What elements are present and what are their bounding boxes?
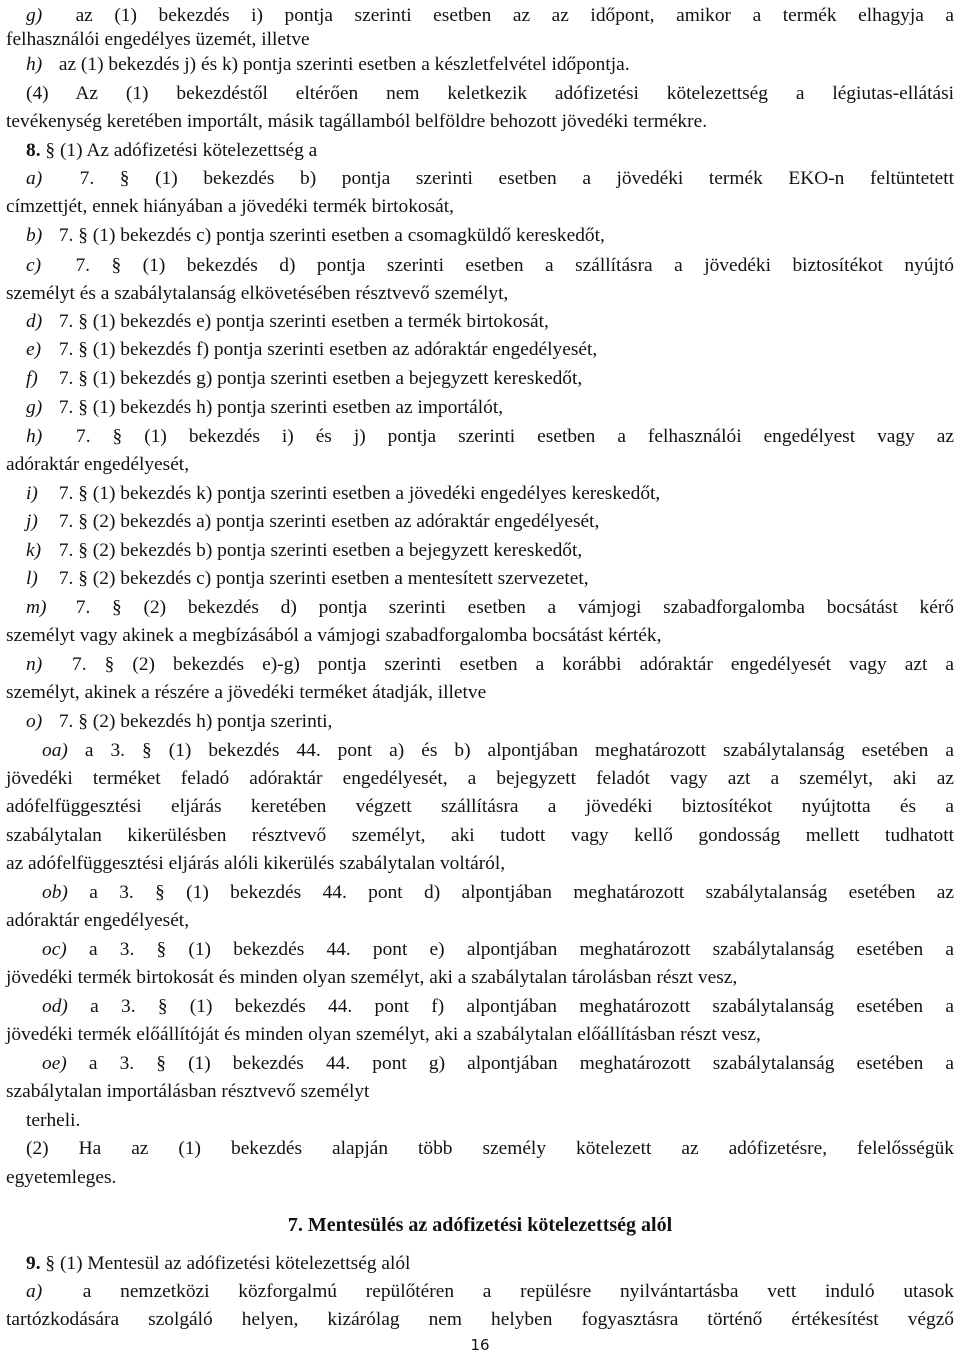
text-line: az adófelfüggesztési eljárás alóli kikerülés szabálytalan voltáról,: [6, 853, 506, 874]
text-line: adófelfüggesztési eljárás keretében végzett szállításra a jövedéki biztosítékot nyújtotta és a: [6, 796, 954, 817]
text-line: oe) a 3. § (1) bekezdés 44. pont g) alpontjában meghatározott szabálytalanság esetében a: [42, 1053, 954, 1074]
list-label: oc): [42, 939, 67, 960]
text-line: tevékenység keretében importált, másik tagállamból belföldre behozott jövedéki termékre.: [6, 111, 708, 132]
list-label: m): [26, 597, 47, 618]
text-line: adóraktár engedélyesét,: [6, 454, 190, 475]
list-label: oa): [42, 740, 68, 761]
text-line: h) 7. § (1) bekezdés i) és j) pontja szerinti esetben a felhasználói engedélyest vagy az: [26, 426, 954, 447]
text-line: g) 7. § (1) bekezdés h) pontja szerinti esetben az importálót,: [26, 397, 504, 418]
text-line: a) a nemzetközi közforgalmú repülőtéren a repülésre nyilvántartásba vett induló utasok: [26, 1281, 954, 1302]
list-label: j): [26, 511, 38, 532]
text-line: szabálytalan importálásban résztvevő személyt: [6, 1081, 370, 1102]
text-line: felhasználói engedélyes üzemét, illetve: [6, 29, 310, 50]
text-line: od) a 3. § (1) bekezdés 44. pont f) alpontjában meghatározott szabálytalanság esetében a: [42, 996, 954, 1017]
list-label: oe): [42, 1053, 67, 1074]
list-label: l): [26, 568, 38, 589]
list-label: i): [26, 483, 38, 504]
list-label: ob): [42, 882, 68, 903]
text-line: oc) a 3. § (1) bekezdés 44. pont e) alpontjában meghatározott szabálytalanság esetében a: [42, 939, 954, 960]
list-label: n): [26, 654, 43, 675]
text-line: jövedéki termék előállítóját és minden olyan személyt, aki a szabálytalan előállításban részt vesz,: [6, 1024, 761, 1045]
list-label: o): [26, 711, 43, 732]
text-line: h) az (1) bekezdés j) és k) pontja szerinti esetben a készletfelvétel időpontja.: [26, 54, 630, 75]
text-line: jövedéki terméket feladó adóraktár engedélyesét, a bejegyzett feladót vagy azt a személyt, aki az: [6, 768, 954, 789]
text-line: tartózkodására szolgáló helyen, kizárólag nem helyben fogyasztásra történő értékesítést végző: [6, 1309, 954, 1330]
list-label: a): [26, 1281, 43, 1302]
text-line: i) 7. § (1) bekezdés k) pontja szerinti esetben a jövedéki engedélyes kereskedőt,: [26, 483, 661, 504]
text-line: k) 7. § (2) bekezdés b) pontja szerinti esetben a bejegyzett kereskedőt,: [26, 540, 583, 561]
page-number: 16: [470, 1336, 490, 1354]
list-label: c): [26, 255, 42, 276]
list-label: g): [26, 397, 43, 418]
text-line: címzettjét, ennek hiányában a jövedéki termék birtokosát,: [6, 196, 454, 217]
text-line: d) 7. § (1) bekezdés e) pontja szerinti esetben a termék birtokosát,: [26, 311, 549, 332]
text-line: a) 7. § (1) bekezdés b) pontja szerinti esetben a jövedéki termék EKO-n feltüntetett: [26, 168, 954, 189]
text-line: b) 7. § (1) bekezdés c) pontja szerinti esetben a csomagküldő kereskedőt,: [26, 225, 605, 246]
text-line: adóraktár engedélyesét,: [6, 910, 190, 931]
section-9-heading-line: 9. § (1) Mentesül az adófizetési kötelezettség alól: [26, 1253, 411, 1274]
text-line: személyt és a szabálytalanság elkövetésében résztvevő személyt,: [6, 283, 509, 304]
text-line: n) 7. § (2) bekezdés e)-g) pontja szerinti esetben a korábbi adóraktár engedélyesét vagy azt a: [26, 654, 954, 675]
text-line: (4) Az (1) bekezdéstől eltérően nem keletkezik adófizetési kötelezettség a légiutas-ellátási: [26, 83, 954, 104]
list-label: k): [26, 540, 42, 561]
list-label: b): [26, 225, 43, 246]
text-line: c) 7. § (1) bekezdés d) pontja szerinti esetben a szállításra a jövedéki biztosítékot nyújtó: [26, 255, 954, 276]
text-line: oa) a 3. § (1) bekezdés 44. pont a) és b) alpontjában meghatározott szabálytalanság esetében a: [42, 740, 954, 761]
text-line: ob) a 3. § (1) bekezdés 44. pont d) alpontjában meghatározott szabálytalanság esetében az: [42, 882, 954, 903]
list-label: g): [26, 5, 43, 26]
text-line: l) 7. § (2) bekezdés c) pontja szerinti esetben a mentesített szervezetet,: [26, 568, 589, 589]
list-label: a): [26, 168, 43, 189]
text-line: f) 7. § (1) bekezdés g) pontja szerinti esetben a bejegyzett kereskedőt,: [26, 368, 583, 389]
text-line: o) 7. § (2) bekezdés h) pontja szerinti,: [26, 711, 333, 732]
section-8-heading-line: 8. § (1) Az adófizetési kötelezettség a: [26, 140, 318, 161]
text-line: g) az (1) bekezdés i) pontja szerinti esetben az az időpont, amikor a termék elhagyja a: [26, 5, 954, 26]
list-label: f): [26, 368, 38, 389]
text-line: terheli.: [26, 1110, 81, 1131]
list-label: d): [26, 311, 43, 332]
text-line: j) 7. § (2) bekezdés a) pontja szerinti esetben az adóraktár engedélyesét,: [26, 511, 600, 532]
text-line: e) 7. § (1) bekezdés f) pontja szerinti esetben az adóraktár engedélyesét,: [26, 339, 598, 360]
section-heading: 7. Mentesülés az adófizetési kötelezettség alól: [287, 1214, 673, 1236]
text-line: szabálytalan kikerülésben résztvevő személyt, aki tudott vagy kellő gondosság mellett tudhatott: [6, 825, 954, 846]
text-line: személyt, akinek a részére a jövedéki terméket átadják, illetve: [6, 682, 487, 703]
text-line: (2) Ha az (1) bekezdés alapján több személy kötelezett az adófizetésre, felelősségük: [26, 1138, 954, 1159]
list-label: od): [42, 996, 68, 1017]
list-label: e): [26, 339, 42, 360]
list-label: h): [26, 426, 43, 447]
text-line: egyetemleges.: [6, 1167, 117, 1188]
text-line: m) 7. § (2) bekezdés d) pontja szerinti esetben a vámjogi szabadforgalomba bocsátást kérő: [26, 597, 954, 618]
text-line: személyt vagy akinek a megbízásából a vámjogi szabadforgalomba bocsátást kérték,: [6, 625, 662, 646]
list-label: h): [26, 54, 43, 75]
text-line: jövedéki termék birtokosát és minden olyan személyt, aki a szabálytalan tárolásban részt vesz,: [6, 967, 738, 988]
